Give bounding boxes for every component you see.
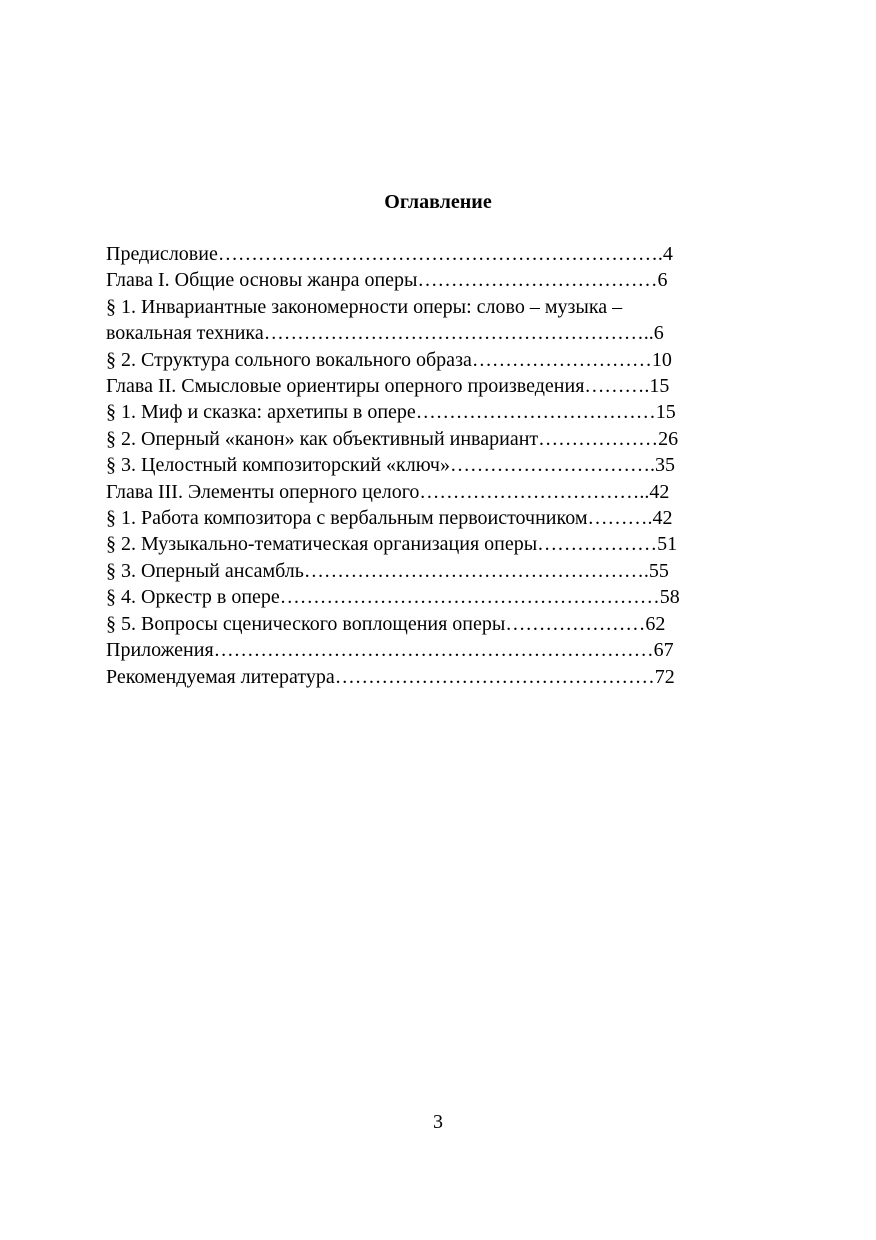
toc-entry-ch3-section-5: § 5. Вопросы сценического воплощения оперы…………………62 (106, 612, 666, 635)
toc-entry-ch2-section-2: § 2. Оперный «канон» как объективный инвариант………………26 (106, 427, 679, 450)
toc-entry-appendices: Приложения…………………………………………………………67 (106, 639, 674, 662)
toc-entry-bibliography: Рекомендуемая литература…………………………………………72 (106, 665, 675, 688)
toc-entry-preface: Предисловие………………………………………………………….4 (106, 243, 673, 265)
page-title: Оглавление (384, 191, 492, 213)
table-of-contents (106, 241, 786, 690)
toc-entry-ch3-section-3: § 3. Оперный ансамбль…………………………………………….55 (106, 559, 669, 582)
toc-entry-ch3-section-4: § 4. Оркестр в опере…………………………………………………58 (106, 586, 680, 609)
page-number: 3 (433, 1111, 443, 1133)
toc-entry-ch1-section-1-line-2: вокальная техника…………………………………………………..6 (106, 322, 664, 345)
toc-entry-ch3-section-2: § 2. Музыкально-тематическая организация оперы………………51 (106, 533, 678, 556)
toc-entry-chapter-3: Глава III. Элементы оперного целого……………………………..42 (106, 480, 670, 503)
toc-entry-ch1-section-1-line-1: § 1. Инвариантные закономерности оперы: слово – музыка – (106, 295, 623, 318)
toc-entry-ch2-section-1: § 1. Миф и сказка: архетипы в опере………………………………15 (106, 401, 676, 424)
toc-entry-chapter-2: Глава II. Смысловые ориентиры оперного произведения……….15 (106, 375, 670, 398)
toc-entry-ch1-section-2: § 2. Структура сольного вокального образа………………………10 (106, 348, 672, 371)
toc-entry-ch3-section-1: § 1. Работа композитора с вербальным первоисточником……….42 (106, 507, 673, 530)
toc-entry-ch2-section-3: § 3. Целостный композиторский «ключ»………………………….35 (106, 454, 675, 477)
toc-entry-chapter-1: Глава I. Общие основы жанра оперы………………………………6 (106, 269, 668, 292)
